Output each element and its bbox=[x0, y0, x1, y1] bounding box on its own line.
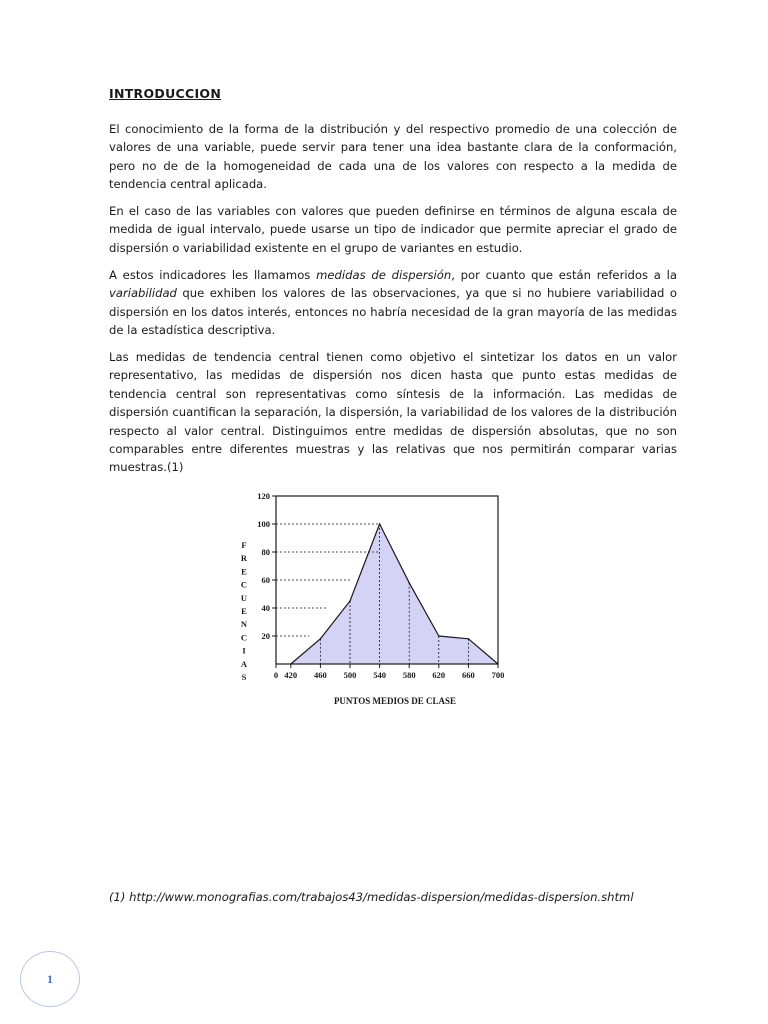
x-tick-label-700: 700 bbox=[491, 670, 505, 680]
paragraph-3-part-a: A estos indicadores les llamamos bbox=[109, 268, 317, 282]
y-axis-label-letter-10: S bbox=[241, 672, 247, 682]
y-tick-label-80: 80 bbox=[261, 547, 270, 557]
y-tick-label-40: 40 bbox=[261, 603, 270, 613]
y-axis-label-letter-1: R bbox=[240, 553, 248, 564]
x-tick-label-420: 420 bbox=[284, 670, 298, 680]
x-axis-label: PUNTOS MEDIOS DE CLASE bbox=[333, 696, 457, 706]
data-point-540 bbox=[379, 523, 381, 525]
y-axis-label-letter-8: I bbox=[242, 645, 246, 656]
x-tick-label-620: 620 bbox=[432, 670, 446, 680]
y-axis-label-letter-5: E bbox=[241, 606, 247, 616]
paragraph-3-part-b: , por cuanto que están referidos a la bbox=[451, 268, 677, 282]
paragraph-1: El conocimiento de la forma de la distribución y del respectivo promedio de una colección de valores de una variable, puede servir para tener una idea bastante clara de la conformación, pero no de de la homogeneidad de cada una de los valores con respecto a la medida de tendencia central aplicada. bbox=[109, 122, 677, 192]
data-point-660 bbox=[468, 638, 470, 640]
page-number: 1 bbox=[47, 971, 53, 986]
data-point-620 bbox=[438, 635, 440, 637]
y-axis-label-letter-6: N bbox=[240, 619, 248, 630]
x-tick-label-460: 460 bbox=[314, 670, 327, 680]
y-tick-label-20: 20 bbox=[261, 631, 270, 641]
paragraph-4: Las medidas de tendencia central tienen como objetivo el sintetizar los datos en un valor representativo, las medidas de dispersión nos dicen hasta que punto estas medidas de tendencia central son representativas como síntesis de la información. Las medidas de dispersión cuantifican la separación, la dispersión, la variabilidad de los valores de la distribución respecto al valor central. Distinguimos entre medidas de dispersión absolutas, que no son comparables entre diferentes muestras y las relativas que nos permitirán comparar varias muestras.(1) bbox=[109, 350, 677, 475]
y-tick-label-120: 120 bbox=[257, 491, 270, 501]
x-tick-label-540: 540 bbox=[373, 670, 386, 680]
x-tick-label-500: 500 bbox=[343, 670, 357, 680]
y-axis-label-letter-2: E bbox=[241, 566, 247, 577]
y-axis-label-letter-3: C bbox=[240, 579, 248, 590]
term-variabilidad: variabilidad bbox=[109, 286, 177, 301]
data-point-500 bbox=[349, 600, 351, 602]
page-number-badge bbox=[20, 951, 80, 1007]
term-medidas-dispersion: medidas de dispersión bbox=[316, 268, 452, 282]
y-axis-label-letter-4: U bbox=[240, 592, 248, 603]
area-fill bbox=[291, 524, 498, 664]
y-tick-label-60: 60 bbox=[261, 575, 270, 585]
y-axis-label-letter-9: A bbox=[240, 658, 248, 669]
data-point-460 bbox=[320, 638, 322, 640]
y-axis-label-letter-7: C bbox=[240, 632, 248, 643]
data-point-580 bbox=[408, 582, 410, 584]
paragraph-2: En el caso de las variables con valores que pueden definirse en términos de alguna escala de medida de igual intervalo, puede usarse un tipo de indicador que permite apreciar el grado de dispersión o variabilidad existente en el grupo de variantes en estudio. bbox=[109, 204, 677, 255]
frequency-chart bbox=[230, 486, 520, 710]
paragraph-3-part-c: que exhiben los valores de las observaciones, ya que si no hubiere variabilidad o dispersión en los datos interés, entonces no habría necesidad de la gran mayoría de las medidas de la estadística descriptiva. bbox=[109, 286, 677, 338]
x-tick-label-0: 0 bbox=[273, 670, 279, 680]
footnote-reference: (1) http://www.monografias.com/trabajos43/medidas-dispersion/medidas-dispersion.shtml bbox=[109, 890, 634, 904]
page-title: INTRODUCCION bbox=[109, 86, 222, 101]
x-tick-label-580: 580 bbox=[402, 670, 416, 680]
y-axis-label-letter-0: F bbox=[241, 540, 247, 550]
paragraph-3 bbox=[109, 266, 677, 340]
y-tick-label-100: 100 bbox=[257, 519, 270, 529]
x-tick-label-660: 660 bbox=[462, 670, 475, 680]
